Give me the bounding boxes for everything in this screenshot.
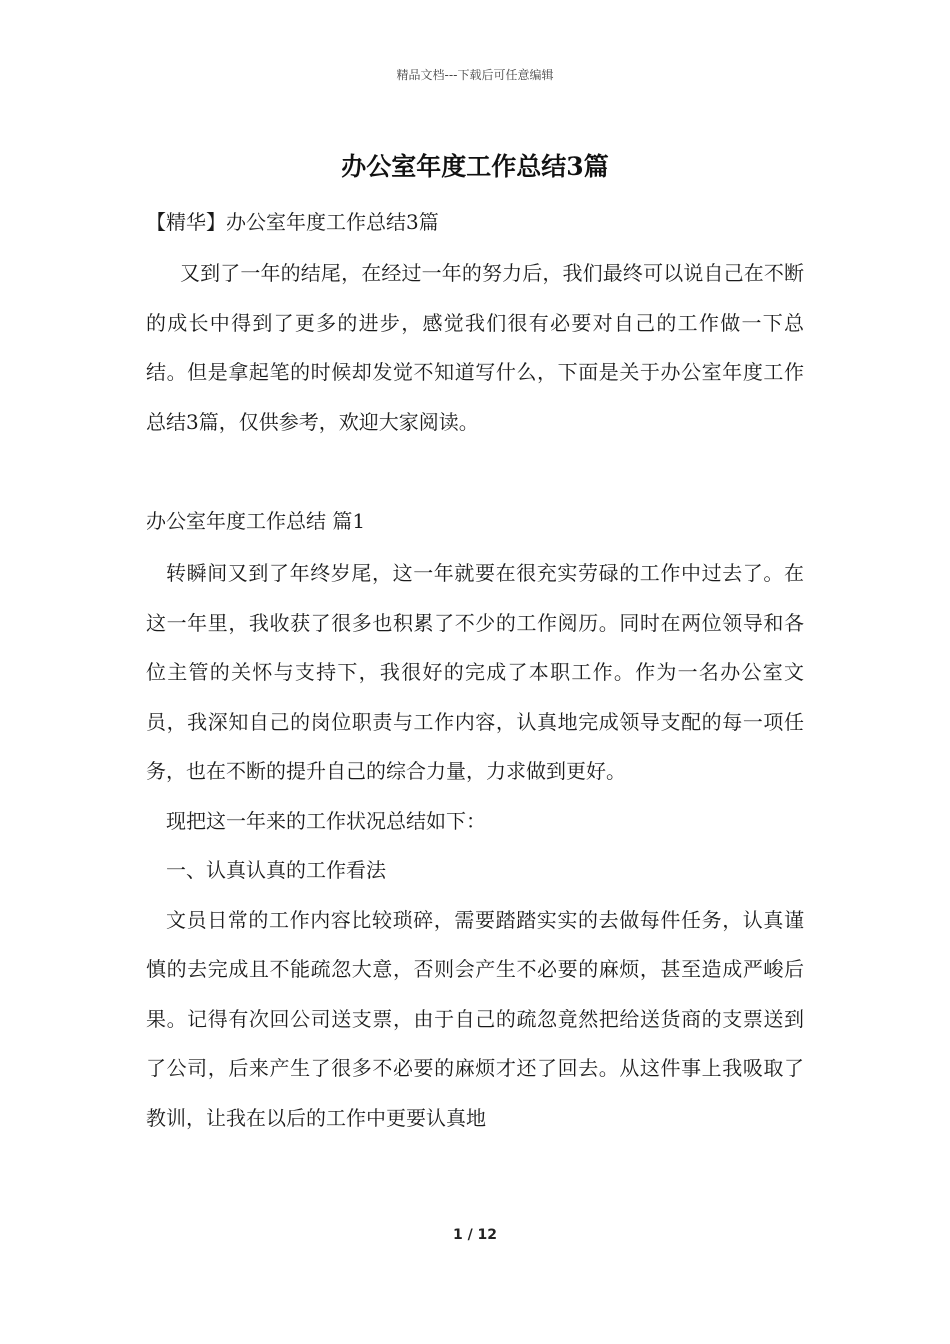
document-subtitle: 【精华】办公室年度工作总结3篇 [146,210,439,234]
header-note: 精品文档---下载后可任意编辑 [396,68,554,82]
section-body [146,549,804,1143]
body-paragraph: 现把这一年来的工作状况总结如下： [166,808,486,833]
body-paragraph: 文员日常的工作内容比较琐碎，需要踏踏实实的去做每件任务，认真谨慎的去完成且不能疏忽大意，否则会产生不必要的麻烦，甚至造成严峻后果。记得有次回公司送支票，由于自己的疏忽竟然把给送货商的支票送到了公司，后来产生了很多不必要的麻烦才还了回去。从这件事上我吸取了教训，让我在以后的工作中更要认真地 [146,907,804,1130]
document-title: 办公室年度工作总结3篇 [341,152,609,181]
body-paragraph: 转瞬间又到了年终岁尾，这一年就要在很充实劳碌的工作中过去了。在这一年里，我收获了很多也积累了不少的工作阅历。同时在两位领导和各位主管的关怀与支持下，我很好的完成了本职工作。作为一名办公室文员，我深知自己的岗位职责与工作内容，认真地完成领导支配的每一项任务，也在不断的提升自己的综合力量，力求做到更好。 [146,561,804,783]
section-heading: 办公室年度工作总结 篇1 [146,509,366,533]
intro-section [146,249,804,447]
intro-paragraph: 又到了一年的结尾，在经过一年的努力后，我们最终可以说自己在不断的成长中得到了更多的进步，感觉我们很有必要对自己的工作做一下总结。但是拿起笔的时候却发觉不知道写什么，下面是关于办公室年度工作总结3篇，仅供参考，欢迎大家阅读。 [146,261,804,434]
body-paragraph: 一、认真认真的工作看法 [166,858,386,882]
page-number: 1 / 12 [452,1227,498,1243]
